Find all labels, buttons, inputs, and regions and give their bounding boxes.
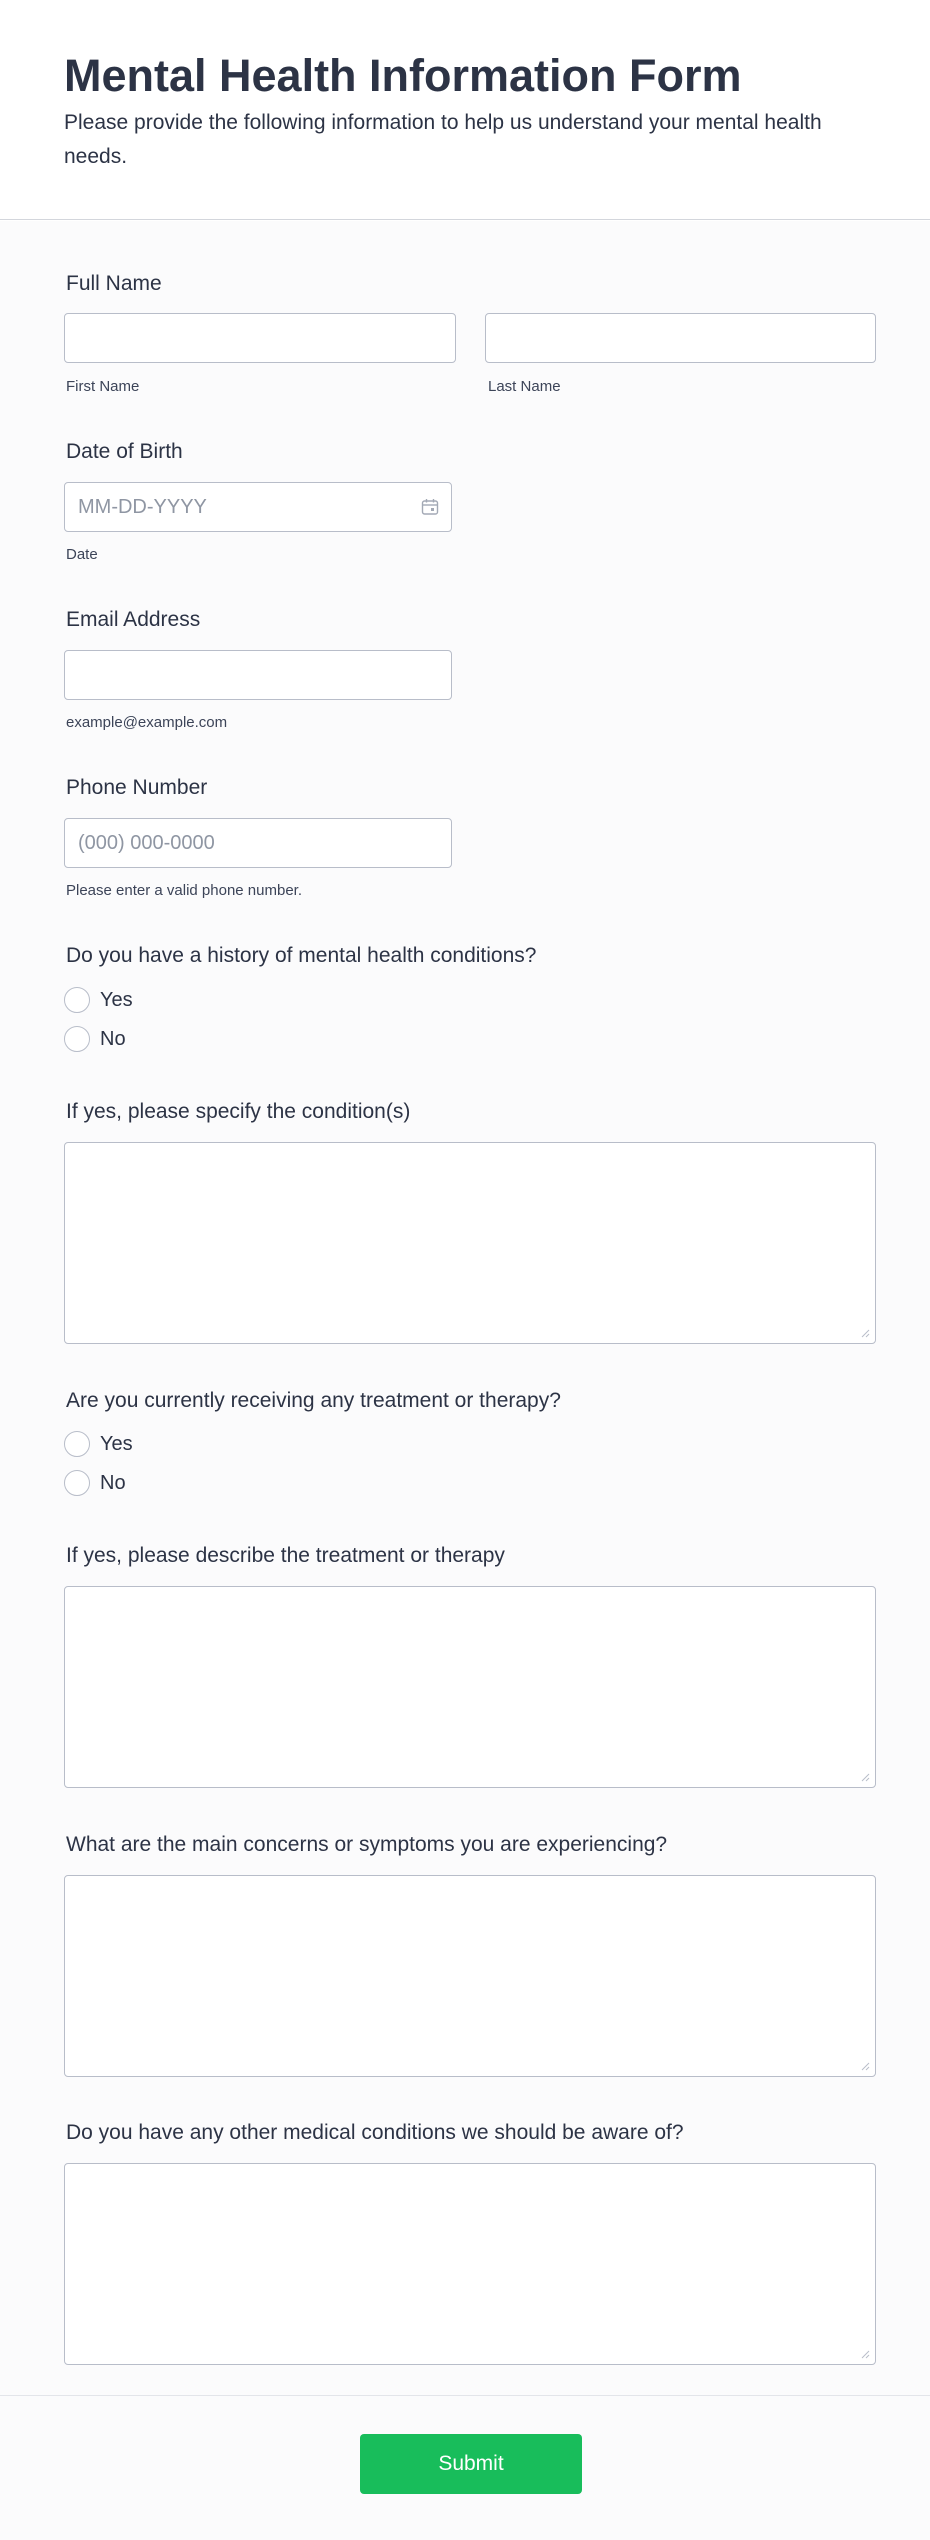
radio-label: Yes <box>100 1433 133 1455</box>
dob-label: Date of Birth <box>66 440 183 463</box>
calendar-icon[interactable] <box>421 498 439 516</box>
concerns-label: What are the main concerns or symptoms you are experiencing? <box>66 1833 668 1856</box>
radio-circle[interactable] <box>64 1470 90 1496</box>
dob-sublabel: Date <box>66 546 98 563</box>
form-footer <box>0 2395 930 2540</box>
email-label: Email Address <box>66 608 201 631</box>
phone-placeholder: (000) 000-0000 <box>78 832 215 854</box>
resize-grip-icon[interactable] <box>860 1328 870 1338</box>
radio-label: No <box>100 1472 126 1494</box>
resize-grip-icon[interactable] <box>860 1772 870 1782</box>
radio-label: No <box>100 1028 126 1050</box>
treatment-desc-label: If yes, please describe the treatment or therapy <box>66 1544 505 1567</box>
history-label: Do you have a history of mental health conditions? <box>66 944 537 967</box>
radio-circle[interactable] <box>64 1431 90 1457</box>
other-medical-label: Do you have any other medical conditions we should be aware of? <box>66 2121 684 2144</box>
last-name-sublabel: Last Name <box>488 378 561 395</box>
phone-label: Phone Number <box>66 776 208 799</box>
resize-grip-icon[interactable] <box>860 2349 870 2359</box>
treatment-desc-textarea[interactable] <box>64 1586 876 1788</box>
first-name-sublabel: First Name <box>66 378 140 395</box>
page-title: Mental Health Information Form <box>64 50 742 101</box>
page-subtitle: Please provide the following information to help us understand your mental health needs. <box>64 111 822 168</box>
email-sublabel: example@example.com <box>66 714 228 731</box>
first-name-input[interactable] <box>64 313 456 363</box>
concerns-textarea[interactable] <box>64 1875 876 2077</box>
other-medical-textarea[interactable] <box>64 2163 876 2365</box>
phone-input[interactable] <box>64 818 452 868</box>
dob-input[interactable] <box>64 482 452 532</box>
radio-circle[interactable] <box>64 1026 90 1052</box>
full-name-label: Full Name <box>66 272 162 295</box>
resize-grip-icon[interactable] <box>860 2061 870 2071</box>
conditions-label: If yes, please specify the condition(s) <box>66 1100 411 1123</box>
submit-button[interactable]: Submit <box>360 2434 582 2494</box>
radio-label: Yes <box>100 989 133 1011</box>
treatment-label: Are you currently receiving any treatment or therapy? <box>66 1389 561 1412</box>
form-header <box>0 0 930 220</box>
email-input[interactable] <box>64 650 452 700</box>
conditions-textarea[interactable] <box>64 1142 876 1344</box>
radio-circle[interactable] <box>64 987 90 1013</box>
dob-placeholder: MM-DD-YYYY <box>78 496 207 518</box>
phone-sublabel: Please enter a valid phone number. <box>66 882 302 899</box>
last-name-input[interactable] <box>485 313 876 363</box>
